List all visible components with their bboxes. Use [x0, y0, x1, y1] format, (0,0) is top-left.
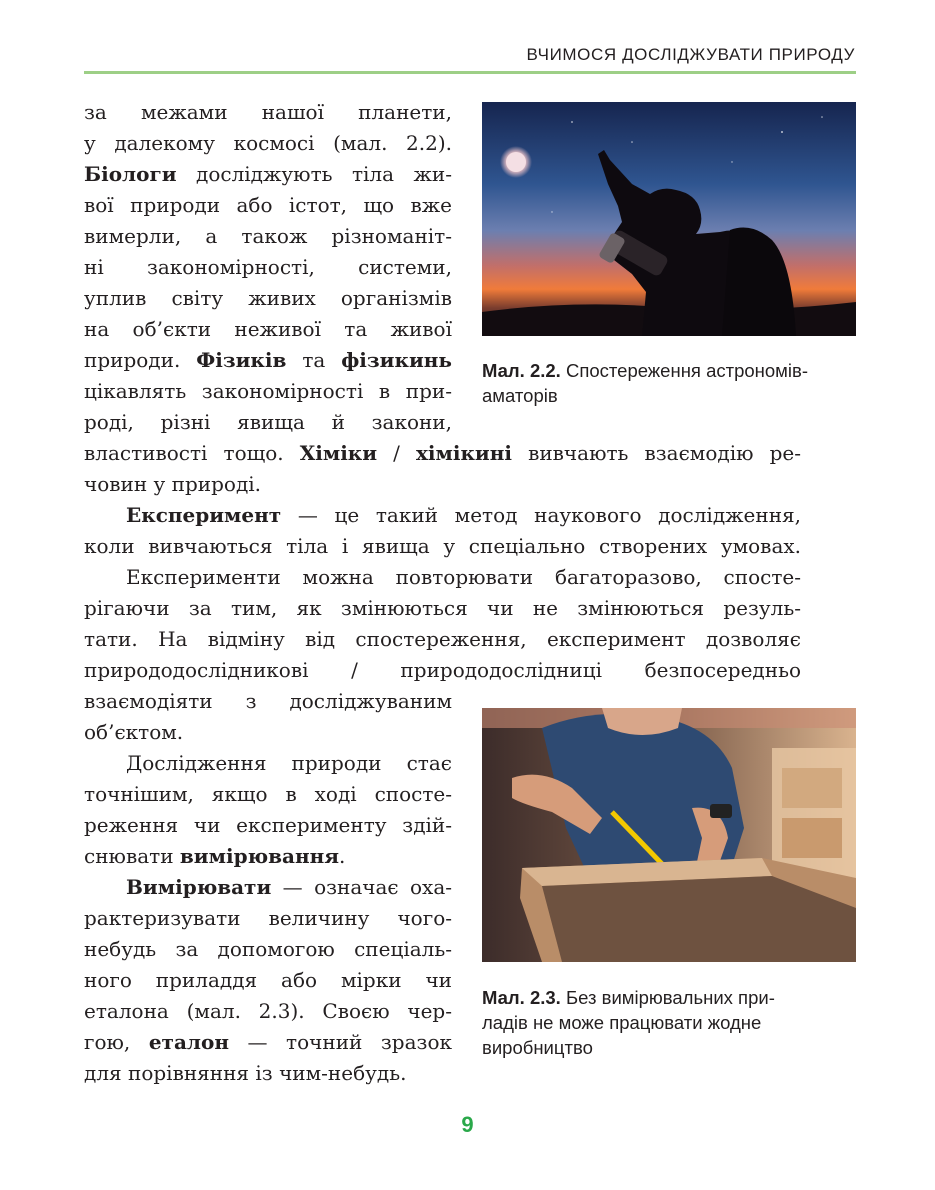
text-line: коли вивчаються тіла і явища у спеціально створених умовах. — [84, 534, 801, 558]
figure-astronomers-photo — [482, 102, 856, 336]
text-line: рактеризувати величину чого- — [84, 906, 452, 930]
figure-label: Мал. 2.3. — [482, 987, 561, 1008]
text-line: цікавлять закономірності в при- — [84, 379, 452, 403]
term-chemists: Хіміки — [299, 441, 378, 465]
text-line: взаємодіяти з досліджуваним — [84, 689, 452, 713]
text-line: гою, еталон — точний зразок — [84, 1030, 452, 1054]
text-line: Біологи досліджують тіла жи- — [84, 162, 452, 186]
page-number: 9 — [461, 1112, 474, 1137]
text-line: реження чи експерименту здій- — [84, 813, 452, 837]
term-physicists: Фізиків — [196, 348, 287, 372]
text-line: Експеримент — це такий метод наукового дослідження, — [126, 503, 801, 527]
text-line: вимерли, а також різноманіт- — [84, 224, 452, 248]
text-line: об’єктом. — [84, 720, 184, 744]
text-line: у далекому космосі (мал. 2.2). — [84, 131, 452, 155]
term-measurement: вимірювання — [179, 844, 339, 868]
text-line: за межами нашої планети, — [84, 100, 452, 124]
text-line: Вимірювати — означає оха- — [126, 875, 452, 899]
header-divider — [84, 71, 856, 74]
text-line: на об’єкти неживої та живої — [84, 317, 452, 341]
text-line: небудь за допомогою спеціаль- — [84, 937, 452, 961]
term-standard: еталон — [148, 1030, 229, 1054]
term-chemists-f: хімікині — [415, 441, 512, 465]
text-line: властивості тощо. Хіміки / хімікині вивчають взаємодію ре- — [84, 441, 802, 465]
text-line: тати. На відміну від спостереження, експеримент дозволяє — [84, 627, 801, 651]
term-to-measure: Вимірювати — [126, 875, 272, 899]
term-experiment: Експеримент — [126, 503, 282, 527]
figure-2-2-caption: Мал. 2.2. Спостереження астрономів- аматорів — [482, 360, 808, 406]
figure-2-3-caption: Мал. 2.3. Без вимірювальних при- ладів не може працювати жодне виробництво — [482, 987, 775, 1058]
text-line: уплив світу живих організмів — [84, 286, 452, 310]
text-line: снювати вимірювання. — [84, 844, 346, 868]
text-line: еталона (мал. 2.3). Своєю чер- — [84, 999, 452, 1023]
text-line: вої природи або істот, що вже — [84, 193, 452, 217]
text-line: точнішим, якщо в ході спостe- — [84, 782, 452, 806]
text-line: природи. Фізиків та фізикинь — [84, 348, 452, 372]
figure-measuring-photo — [482, 708, 856, 962]
text-line: для порівняння із чим-небудь. — [84, 1061, 407, 1085]
text-line: Дослідження природи стає — [126, 751, 452, 775]
text-line: човин у природі. — [84, 472, 262, 496]
text-line: рігаючи за тим, як змінюються чи не змінюються резуль- — [84, 596, 801, 620]
text-line: природодослідникові / природодослідниці безпосередньо — [84, 658, 801, 682]
term-biologists: Біологи — [84, 162, 177, 186]
text-line: роді, різні явища й закони, — [84, 410, 452, 434]
text-line: ні закономірності, системи, — [84, 255, 452, 279]
running-header: ВЧИМОСЯ ДОСЛІДЖУВАТИ ПРИРОДУ — [526, 45, 855, 64]
figure-label: Мал. 2.2. — [482, 360, 561, 381]
text-line: ного приладдя або мірки чи — [84, 968, 452, 992]
text-line: Експерименти можна повторювати багаторазово, спосте- — [126, 565, 801, 589]
term-physicists-f: фізикинь — [341, 348, 452, 372]
